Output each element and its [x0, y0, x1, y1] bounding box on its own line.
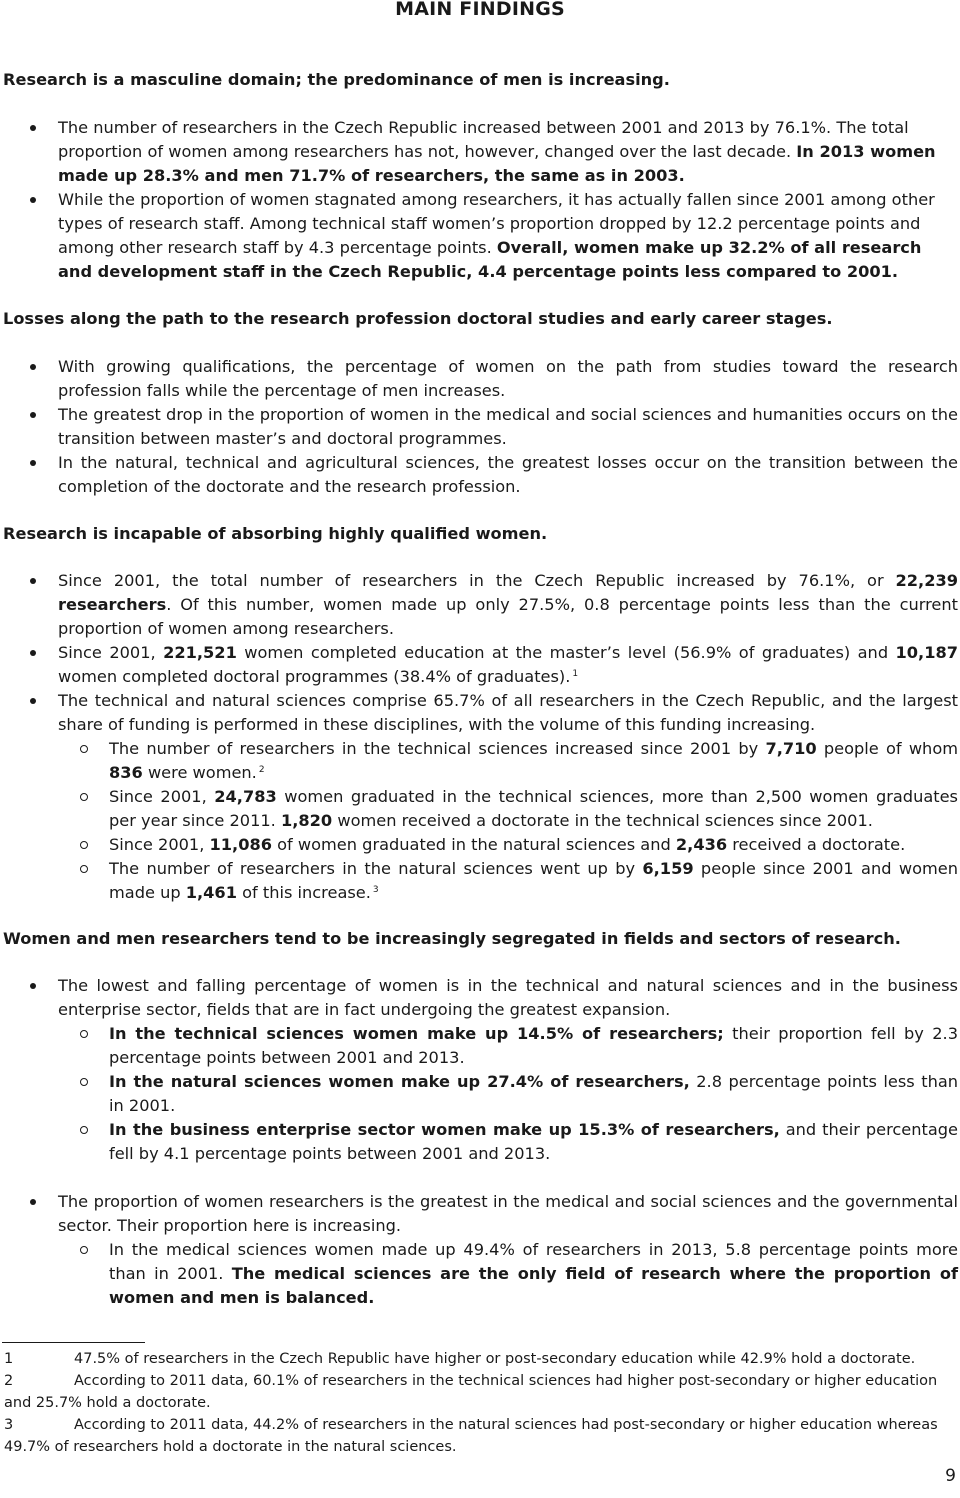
footnote-ref: 1	[572, 669, 579, 679]
bullet-list-masculine-domain	[0, 116, 960, 284]
section-heading-segregated: Women and men researchers tend to be increasingly segregated in fields and sectors of research.	[3, 929, 901, 948]
sub-bullet-item: In the natural sciences women make up 27.4% of researchers, 2.8 percentage points less than in 2001.	[58, 1070, 958, 1118]
section-heading-masculine-domain: Research is a masculine domain; the predominance of men is increasing.	[3, 70, 670, 89]
sub-bullet-item: The number of researchers in the technical sciences increased since 2001 by 7,710 people of whom 836 were women. $^2$	[58, 737, 958, 785]
footnote-2	[4, 1370, 958, 1414]
footnote-ref: 3	[372, 885, 379, 895]
footnote-text: According to 2011 data, 60.1% of researchers in the technical sciences had higher post-secondary or higher education and 25.7% hold a doctorate.	[4, 1373, 938, 1411]
section-heading-absorbing: Research is incapable of absorbing highly qualified women.	[3, 524, 548, 543]
page-number: 9	[945, 1466, 956, 1486]
bullet-item: The lowest and falling percentage of women is in the technical and natural sciences and in the business enterprise sector, fields that are in fact undergoing the greatest expansion. In the technical sciences women make up 14.5% of researchers; their proportion fell by 2.3 percentage points between 2001 and 2013. In the natural sciences women make up 27.4% of researchers, 2.8 percentage points less than in 2001. In the business enterprise sector women make up 15.3% of researchers, and their percentage fell by 4.1 percentage points between 2001 and 2013.	[0, 974, 960, 1166]
footnote-text: According to 2011 data, 44.2% of researchers in the natural sciences had post-secondary or higher education whereas 49.7% of researchers hold a doctorate in the natural sciences.	[4, 1417, 938, 1455]
footnote-number: 1	[4, 1351, 14, 1367]
footnote-3	[4, 1414, 958, 1458]
sub-bullet-item: In the business enterprise sector women make up 15.3% of researchers, and their percentage fell by 4.1 percentage points between 2001 and 2013.	[58, 1118, 958, 1166]
bullet-list-losses	[0, 355, 960, 499]
bullet-item: The greatest drop in the proportion of women in the medical and social sciences and humanities occurs on the transition between master’s and doctoral programmes.	[0, 403, 960, 451]
sub-bullet-list	[58, 737, 958, 905]
sub-bullet-item: Since 2001, 24,783 women graduated in the technical sciences, more than 2,500 women graduates per year since 2011. 1,820 women received a doctorate in the technical sciences since 2001.	[58, 785, 958, 833]
footnote-text: 47.5% of researchers in the Czech Republic have higher or post-secondary education while 42.9% hold a doctorate.	[74, 1351, 916, 1367]
bullet-item: With growing qualifications, the percentage of women on the path from studies toward the research profession falls while the percentage of men increases.	[0, 355, 960, 403]
bullet-item: In the natural, technical and agricultural sciences, the greatest losses occur on the transition between the completion of the doctorate and the research profession.	[0, 451, 960, 499]
sub-bullet-list	[58, 1238, 958, 1310]
bullet-item: The number of researchers in the Czech Republic increased between 2001 and 2013 by 76.1%. The total proportion of women among researchers has not, however, changed over the last decade. In 2013 women made up 28.3% and men 71.7% of researchers, the same as in 2003.	[0, 116, 960, 188]
bullet-item: The technical and natural sciences comprise 65.7% of all researchers in the Czech Republic, and the largest share of funding is performed in these disciplines, with the volume of this funding increasing. The number of researchers in the technical sciences increased since 2001 by 7,710 people of whom 836 were women. $^2$ Since 2001, 24,783 women graduated in the technical sciences, more than 2,500 women graduates per year since 2011. 1,820 women received a doctorate in the technical sciences since 2001. Since 2001, 11,086 of women graduated in the natural sciences and 2,436 received a doctorate. The number of researchers in the natural sciences went up by 6,159 people since 2001 and women made up 1,461 of this increase. $^3$	[0, 689, 960, 905]
bullet-item: Since 2001, the total number of researchers in the Czech Republic increased by 76.1%, or 22,239 researchers. Of this number, women made up only 27.5%, 0.8 percentage points less than the current proportion of women among researchers.	[0, 569, 960, 641]
sub-bullet-item: In the technical sciences women make up 14.5% of researchers; their proportion fell by 2.3 percentage points between 2001 and 2013.	[58, 1022, 958, 1070]
bullet-list-segregated	[0, 974, 960, 1310]
sub-bullet-item: Since 2001, 11,086 of women graduated in the natural sciences and 2,436 received a doctorate.	[58, 833, 958, 857]
footnote-number: 3	[4, 1417, 14, 1433]
footnote-1	[4, 1348, 958, 1370]
bullet-item: The proportion of women researchers is the greatest in the medical and social sciences and the governmental sector. Their proportion here is increasing. In the medical sciences women made up 49.4% of researchers in 2013, 5.8 percentage points more than in 2001. The medical sciences are the only field of research where the proportion of women and men is balanced.	[0, 1190, 960, 1310]
sub-bullet-item: In the medical sciences women made up 49.4% of researchers in 2013, 5.8 percentage points more than in 2001. The medical sciences are the only field of research where the proportion of women and men is balanced.	[58, 1238, 958, 1310]
bullet-list-absorbing	[0, 569, 960, 905]
footnote-divider	[2, 1342, 145, 1343]
footnote-number: 2	[4, 1373, 14, 1389]
sub-bullet-list	[58, 1022, 958, 1166]
bullet-item: Since 2001, 221,521 women completed education at the master’s level (56.9% of graduates) and 10,187 women completed doctoral programmes (38.4% of graduates). $^1$	[0, 641, 960, 689]
footnote-ref: 2	[258, 765, 265, 775]
page-title: MAIN FINDINGS	[395, 0, 565, 20]
section-heading-losses: Losses along the path to the research profession doctoral studies and early career stages.	[3, 309, 833, 328]
bullet-item: While the proportion of women stagnated among researchers, it has actually fallen since 2001 among other types of research staff. Among technical staff women’s proportion dropped by 12.2 percentage points and among other research staff by 4.3 percentage points. Overall, women make up 32.2% of all research and development staff in the Czech Republic, 4.4 percentage points less compared to 2001.	[0, 188, 960, 284]
sub-bullet-item: The number of researchers in the natural sciences went up by 6,159 people since 2001 and women made up 1,461 of this increase. $^3$	[58, 857, 958, 905]
